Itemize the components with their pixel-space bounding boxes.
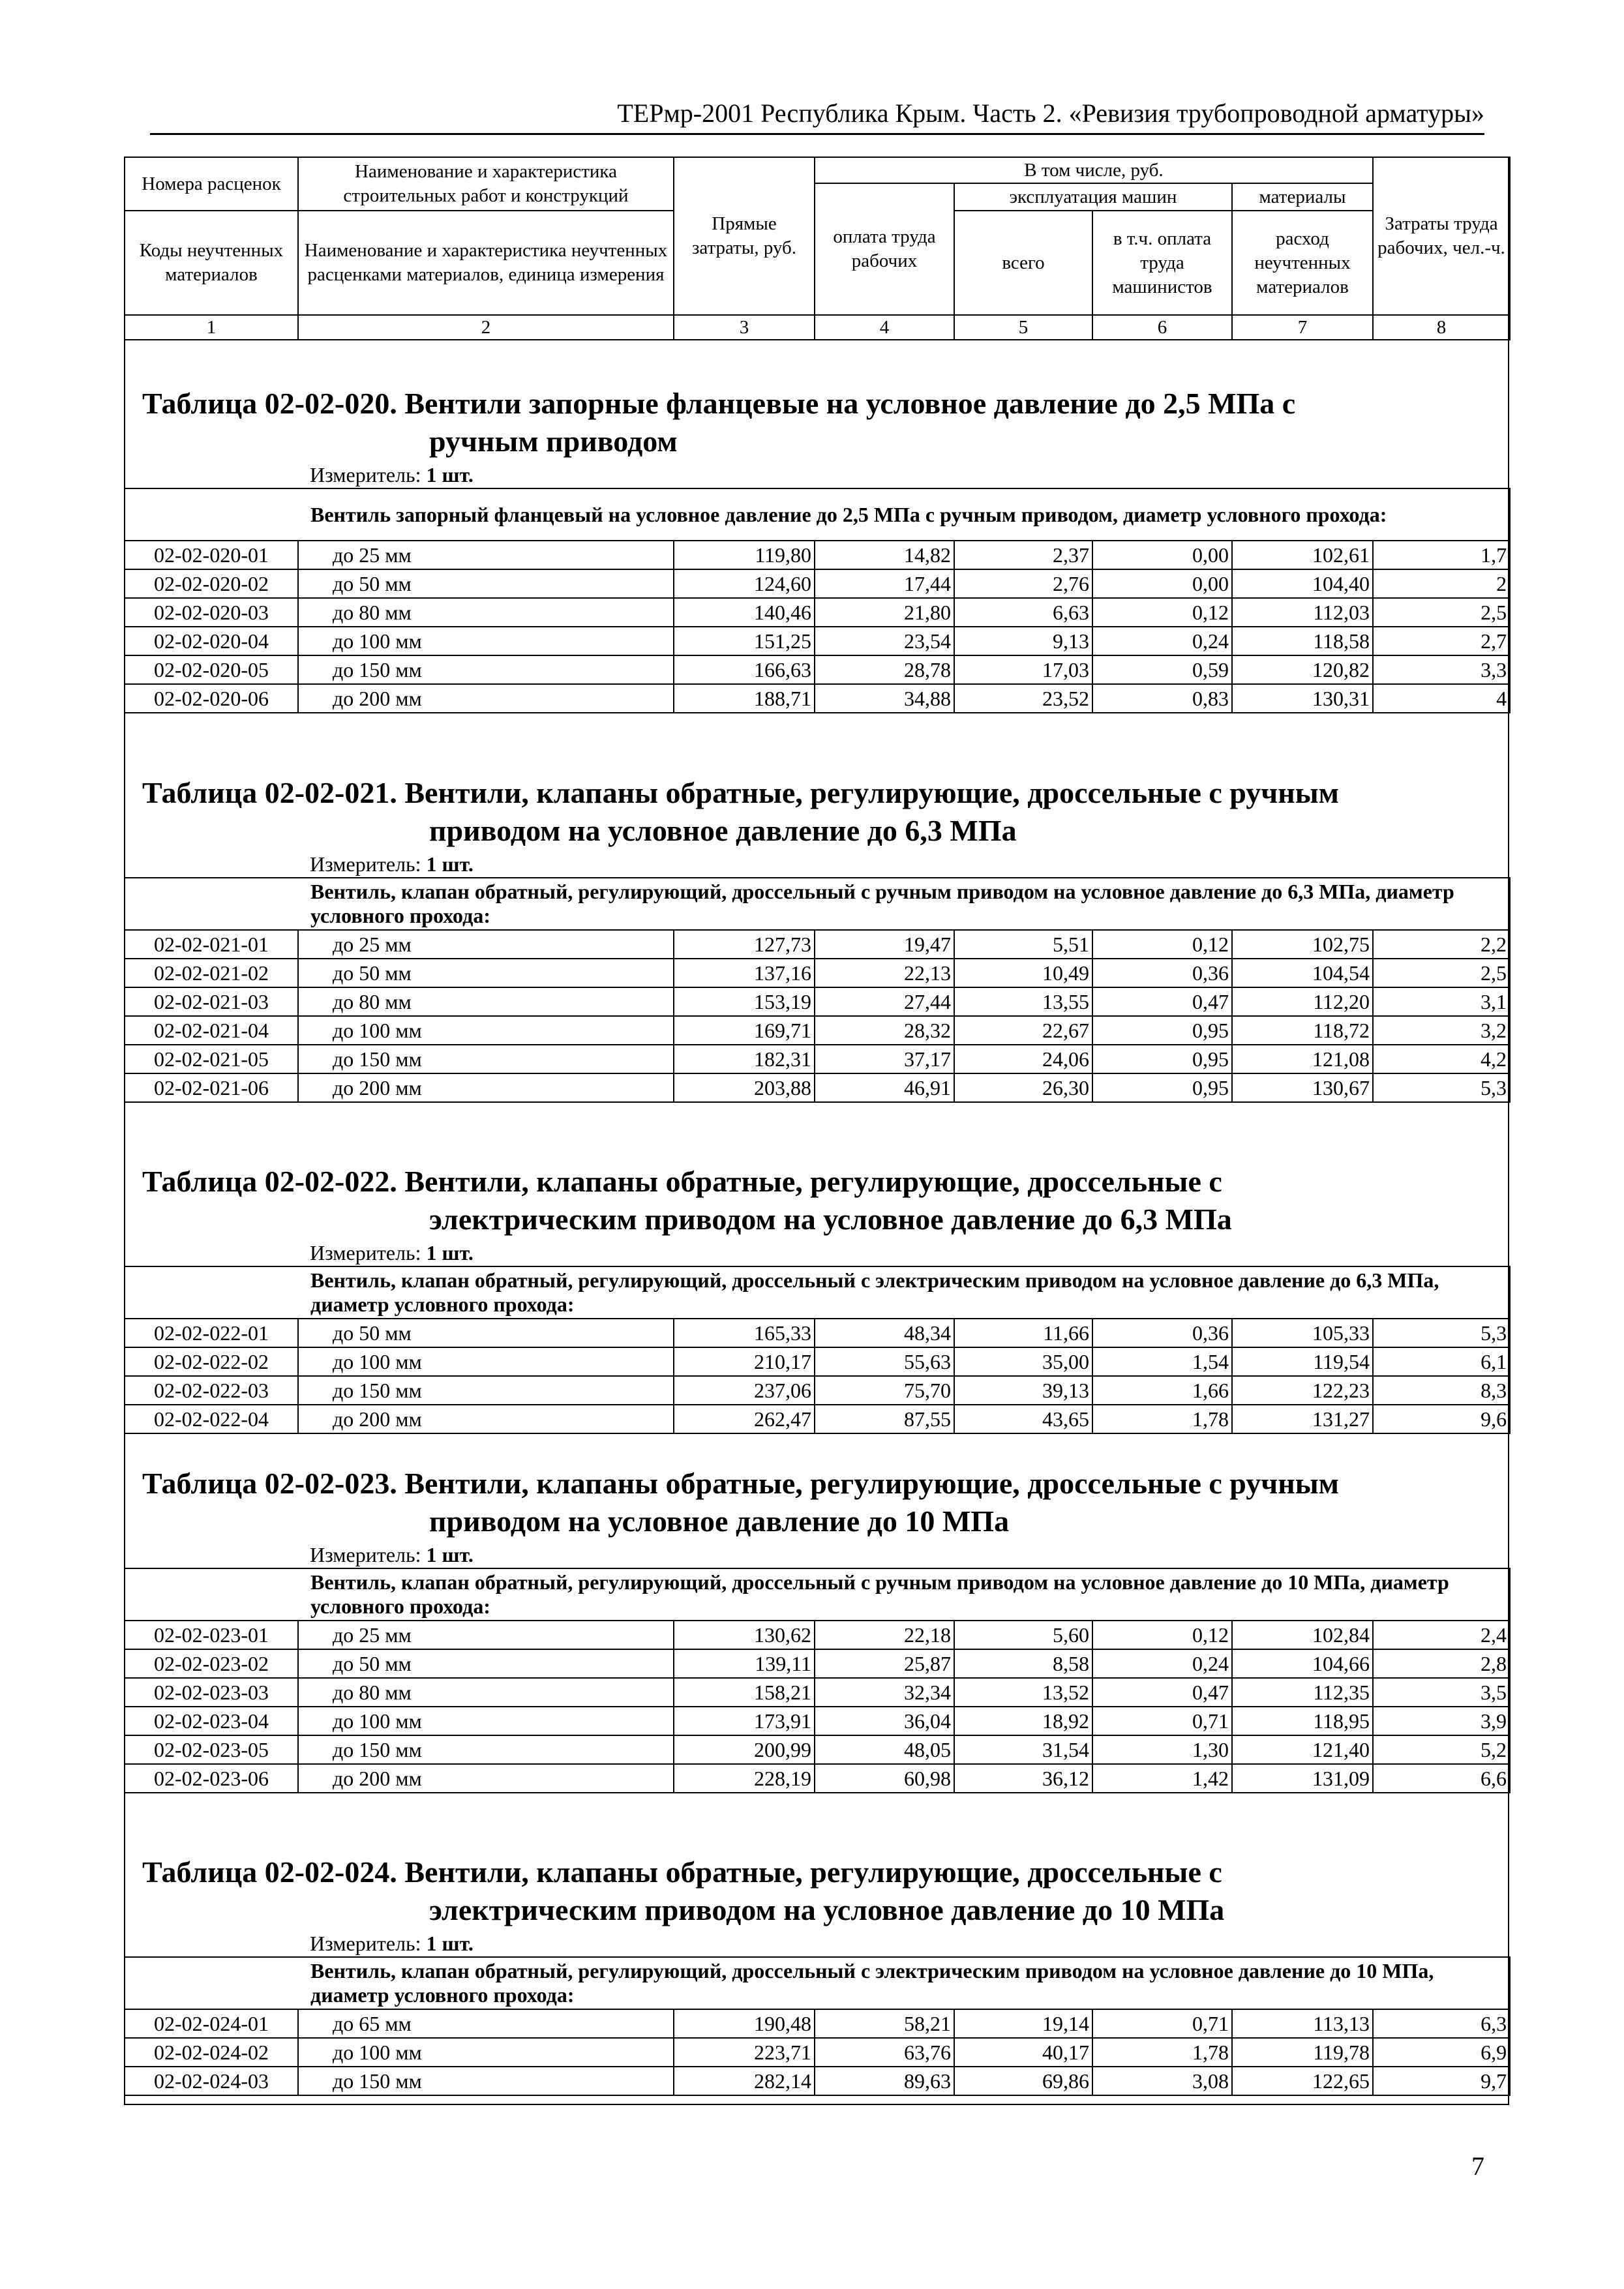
rate-code-cell: 02-02-021-01 <box>125 930 298 959</box>
measure-unit <box>124 1542 1509 1568</box>
table-row <box>125 1045 1510 1073</box>
measure-label: Измеритель: <box>310 852 421 876</box>
diameter-cell: до 200 мм <box>298 1405 674 1433</box>
diameter-cell: до 200 мм <box>298 1073 674 1102</box>
materials-cell: 113,13 <box>1232 2009 1373 2038</box>
diameter-cell: до 200 мм <box>298 1764 674 1793</box>
machines-total-cell: 35,00 <box>954 1347 1092 1376</box>
operator-pay-cell: 0,47 <box>1092 1678 1232 1707</box>
materials-cell: 102,61 <box>1232 541 1373 569</box>
direct-costs-cell: 173,91 <box>674 1707 815 1735</box>
materials-cell: 112,03 <box>1232 598 1373 627</box>
direct-costs-cell: 151,25 <box>674 627 815 655</box>
rate-table <box>124 488 1511 713</box>
operator-pay-cell: 1,30 <box>1092 1735 1232 1764</box>
operator-pay-cell: 0,36 <box>1092 959 1232 987</box>
direct-costs-cell: 228,19 <box>674 1764 815 1793</box>
including-header: В том числе, руб. <box>815 157 1373 183</box>
machines-total-cell: 17,03 <box>954 655 1092 684</box>
diameter-cell: до 100 мм <box>298 1707 674 1735</box>
machines-total-cell: 36,12 <box>954 1764 1092 1793</box>
labor-hours-cell: 3,3 <box>1373 655 1510 684</box>
labor-pay-cell: 48,34 <box>815 1319 954 1347</box>
table-row <box>125 541 1510 569</box>
machines-total-cell: 26,30 <box>954 1073 1092 1102</box>
direct-costs-cell: 210,17 <box>674 1347 815 1376</box>
col-number: 2 <box>298 315 674 340</box>
rate-table <box>124 1956 1511 2096</box>
rate-code-cell: 02-02-022-03 <box>125 1376 298 1405</box>
col2-top-header: Наименование и характеристика строительных работ и конструкций <box>298 157 674 211</box>
labor-hours-cell: 5,3 <box>1373 1319 1510 1347</box>
rate-table <box>124 1568 1511 1793</box>
rate-code-cell: 02-02-023-06 <box>125 1764 298 1793</box>
rate-code-cell: 02-02-024-03 <box>125 2067 298 2095</box>
col5-header: всего <box>954 211 1092 315</box>
materials-cell: 104,54 <box>1232 959 1373 987</box>
direct-costs-cell: 139,11 <box>674 1649 815 1678</box>
rate-table-section <box>124 1130 1509 1434</box>
rate-code-cell: 02-02-022-04 <box>125 1405 298 1433</box>
diameter-cell: до 150 мм <box>298 1045 674 1073</box>
direct-costs-cell: 158,21 <box>674 1678 815 1707</box>
rate-code-cell: 02-02-021-06 <box>125 1073 298 1102</box>
rate-code-cell: 02-02-021-04 <box>125 1016 298 1045</box>
table-row <box>125 959 1510 987</box>
direct-costs-cell: 190,48 <box>674 2009 815 2038</box>
labor-pay-cell: 17,44 <box>815 569 954 598</box>
machines-header: эксплуатация машин <box>954 183 1232 211</box>
rate-code-cell: 02-02-021-02 <box>125 959 298 987</box>
labor-hours-cell: 4,2 <box>1373 1045 1510 1073</box>
diameter-cell: до 50 мм <box>298 1319 674 1347</box>
table-description: Вентиль запорный фланцевый на условное давление до 2,5 МПа с ручным приводом, диаметр условного прохода: <box>125 488 1510 541</box>
operator-pay-cell: 0,95 <box>1092 1016 1232 1045</box>
materials-cell: 118,95 <box>1232 1707 1373 1735</box>
rate-table <box>124 877 1511 1103</box>
table-row <box>125 1649 1510 1678</box>
rate-code-cell: 02-02-020-06 <box>125 684 298 713</box>
operator-pay-cell: 0,83 <box>1092 684 1232 713</box>
diameter-cell: до 150 мм <box>298 1376 674 1405</box>
machines-total-cell: 31,54 <box>954 1735 1092 1764</box>
table-row <box>125 987 1510 1016</box>
machines-total-cell: 19,14 <box>954 2009 1092 2038</box>
operator-pay-cell: 1,66 <box>1092 1376 1232 1405</box>
machines-total-cell: 23,52 <box>954 684 1092 713</box>
table-title-line2: ручным приводом <box>429 425 678 458</box>
machines-total-cell: 13,52 <box>954 1678 1092 1707</box>
labor-pay-cell: 60,98 <box>815 1764 954 1793</box>
table-row <box>125 1016 1510 1045</box>
running-header: ТЕРмр-2001 Республика Крым. Часть 2. «Ревизия трубопроводной арматуры» <box>617 98 1484 128</box>
rate-code-cell: 02-02-023-03 <box>125 1678 298 1707</box>
table-title-line1: Таблица 02-02-023. Вентили, клапаны обратные, регулирующие, дроссельные с ручным <box>142 1467 1339 1500</box>
measure-label: Измеритель: <box>310 1241 421 1264</box>
labor-pay-cell: 87,55 <box>815 1405 954 1433</box>
measure-label: Измеритель: <box>310 1932 421 1955</box>
labor-hours-cell: 9,6 <box>1373 1405 1510 1433</box>
measure-value: 1 шт. <box>426 1543 474 1566</box>
labor-pay-cell: 27,44 <box>815 987 954 1016</box>
direct-costs-cell: 140,46 <box>674 598 815 627</box>
labor-hours-cell: 2,2 <box>1373 930 1510 959</box>
column-header-table <box>124 157 1511 340</box>
labor-hours-cell: 2,5 <box>1373 598 1510 627</box>
direct-costs-cell: 169,71 <box>674 1016 815 1045</box>
table-row <box>125 1764 1510 1793</box>
diameter-cell: до 200 мм <box>298 684 674 713</box>
diameter-cell: до 100 мм <box>298 1347 674 1376</box>
machines-total-cell: 2,76 <box>954 569 1092 598</box>
direct-costs-cell: 182,31 <box>674 1045 815 1073</box>
rate-code-cell: 02-02-021-03 <box>125 987 298 1016</box>
diameter-cell: до 50 мм <box>298 1649 674 1678</box>
rate-code-cell: 02-02-024-01 <box>125 2009 298 2038</box>
rate-table-section <box>124 1821 1509 2096</box>
machines-total-cell: 69,86 <box>954 2067 1092 2095</box>
direct-costs-cell: 223,71 <box>674 2038 815 2067</box>
machines-total-cell: 6,63 <box>954 598 1092 627</box>
labor-pay-cell: 89,63 <box>815 2067 954 2095</box>
diameter-cell: до 80 мм <box>298 987 674 1016</box>
direct-costs-cell: 188,71 <box>674 684 815 713</box>
labor-hours-cell: 2 <box>1373 569 1510 598</box>
materials-cell: 102,75 <box>1232 930 1373 959</box>
table-row <box>125 684 1510 713</box>
table-row <box>125 1707 1510 1735</box>
direct-costs-cell: 124,60 <box>674 569 815 598</box>
operator-pay-cell: 0,12 <box>1092 930 1232 959</box>
table-row <box>125 1319 1510 1347</box>
materials-cell: 102,84 <box>1232 1621 1373 1649</box>
measure-unit <box>124 1240 1509 1266</box>
table-title-line1: Таблица 02-02-024. Вентили, клапаны обратные, регулирующие, дроссельные с <box>142 1855 1222 1889</box>
rate-code-cell: 02-02-023-02 <box>125 1649 298 1678</box>
labor-hours-cell: 3,5 <box>1373 1678 1510 1707</box>
diameter-cell: до 25 мм <box>298 1621 674 1649</box>
direct-costs-cell: 237,06 <box>674 1376 815 1405</box>
operator-pay-cell: 0,59 <box>1092 655 1232 684</box>
table-description: Вентиль, клапан обратный, регулирующий, дроссельный с ручным приводом на условное давление до 10 МПа, диаметр условного прохода: <box>125 1568 1510 1621</box>
diameter-cell: до 65 мм <box>298 2009 674 2038</box>
materials-cell: 122,65 <box>1232 2067 1373 2095</box>
labor-hours-cell: 5,3 <box>1373 1073 1510 1102</box>
table-description: Вентиль, клапан обратный, регулирующий, дроссельный с электрическим приводом на условное давление до 10 МПа, диаметр условного прохода: <box>125 1957 1510 2009</box>
direct-costs-cell: 282,14 <box>674 2067 815 2095</box>
machines-total-cell: 9,13 <box>954 627 1092 655</box>
table-title-line2: приводом на условное давление до 6,3 МПа <box>429 814 1017 847</box>
col-number: 1 <box>125 315 298 340</box>
table-row <box>125 627 1510 655</box>
operator-pay-cell: 0,24 <box>1092 627 1232 655</box>
table-title <box>124 1163 1509 1238</box>
labor-hours-cell: 3,1 <box>1373 987 1510 1016</box>
col7-header: расход неучтенных материалов <box>1232 211 1373 315</box>
table-title <box>124 1853 1509 1929</box>
table-row <box>125 1073 1510 1102</box>
table-row <box>125 569 1510 598</box>
measure-label: Измеритель: <box>310 463 421 486</box>
labor-hours-cell: 9,7 <box>1373 2067 1510 2095</box>
table-row <box>125 2038 1510 2067</box>
machines-total-cell: 10,49 <box>954 959 1092 987</box>
diameter-cell: до 150 мм <box>298 655 674 684</box>
labor-pay-cell: 48,05 <box>815 1735 954 1764</box>
table-row <box>125 1678 1510 1707</box>
materials-cell: 121,40 <box>1232 1735 1373 1764</box>
header-rule <box>150 133 1484 135</box>
materials-cell: 130,67 <box>1232 1073 1373 1102</box>
labor-hours-cell: 6,9 <box>1373 2038 1510 2067</box>
rate-table-section <box>124 352 1509 713</box>
labor-pay-cell: 22,18 <box>815 1621 954 1649</box>
labor-pay-cell: 23,54 <box>815 627 954 655</box>
labor-pay-cell: 28,32 <box>815 1016 954 1045</box>
diameter-cell: до 25 мм <box>298 541 674 569</box>
col4-header: оплата труда рабочих <box>815 183 954 315</box>
operator-pay-cell: 0,95 <box>1092 1073 1232 1102</box>
col-number: 6 <box>1092 315 1232 340</box>
operator-pay-cell: 3,08 <box>1092 2067 1232 2095</box>
operator-pay-cell: 0,95 <box>1092 1045 1232 1073</box>
table-title-line1: Таблица 02-02-020. Вентили запорные фланцевые на условное давление до 2,5 МПа с <box>142 387 1296 420</box>
labor-pay-cell: 37,17 <box>815 1045 954 1073</box>
machines-total-cell: 11,66 <box>954 1319 1092 1347</box>
materials-cell: 131,09 <box>1232 1764 1373 1793</box>
direct-costs-cell: 166,63 <box>674 655 815 684</box>
col-number: 5 <box>954 315 1092 340</box>
direct-costs-cell: 200,99 <box>674 1735 815 1764</box>
machines-total-cell: 39,13 <box>954 1376 1092 1405</box>
diameter-cell: до 100 мм <box>298 2038 674 2067</box>
rate-table-section <box>124 1432 1509 1793</box>
materials-cell: 130,31 <box>1232 684 1373 713</box>
operator-pay-cell: 0,36 <box>1092 1319 1232 1347</box>
rate-table <box>124 1266 1511 1434</box>
rate-code-cell: 02-02-024-02 <box>125 2038 298 2067</box>
labor-pay-cell: 34,88 <box>815 684 954 713</box>
table-row <box>125 1735 1510 1764</box>
direct-costs-cell: 203,88 <box>674 1073 815 1102</box>
col3-header: Прямые затраты, руб. <box>674 157 815 315</box>
labor-hours-cell: 2,7 <box>1373 627 1510 655</box>
table-row <box>125 655 1510 684</box>
materials-header: материалы <box>1232 183 1373 211</box>
machines-total-cell: 40,17 <box>954 2038 1092 2067</box>
labor-pay-cell: 19,47 <box>815 930 954 959</box>
labor-pay-cell: 32,34 <box>815 1678 954 1707</box>
table-description: Вентиль, клапан обратный, регулирующий, дроссельный с электрическим приводом на условное давление до 6,3 МПа, диаметр условного прохода: <box>125 1266 1510 1319</box>
page-number: 7 <box>1471 2151 1484 2181</box>
table-description: Вентиль, клапан обратный, регулирующий, дроссельный с ручным приводом на условное давление до 6,3 МПа, диаметр условного прохода: <box>125 878 1510 930</box>
direct-costs-cell: 137,16 <box>674 959 815 987</box>
direct-costs-cell: 130,62 <box>674 1621 815 1649</box>
operator-pay-cell: 0,71 <box>1092 1707 1232 1735</box>
materials-cell: 122,23 <box>1232 1376 1373 1405</box>
labor-pay-cell: 14,82 <box>815 541 954 569</box>
machines-total-cell: 24,06 <box>954 1045 1092 1073</box>
table-row <box>125 2067 1510 2095</box>
materials-cell: 120,82 <box>1232 655 1373 684</box>
machines-total-cell: 5,60 <box>954 1621 1092 1649</box>
labor-hours-cell: 6,1 <box>1373 1347 1510 1376</box>
measure-value: 1 шт. <box>426 852 474 876</box>
machines-total-cell: 8,58 <box>954 1649 1092 1678</box>
diameter-cell: до 25 мм <box>298 930 674 959</box>
labor-pay-cell: 22,13 <box>815 959 954 987</box>
materials-cell: 119,78 <box>1232 2038 1373 2067</box>
machines-total-cell: 5,51 <box>954 930 1092 959</box>
measure-unit <box>124 1930 1509 1956</box>
labor-pay-cell: 75,70 <box>815 1376 954 1405</box>
rate-table-section <box>124 741 1509 1103</box>
labor-hours-cell: 4 <box>1373 684 1510 713</box>
direct-costs-cell: 119,80 <box>674 541 815 569</box>
materials-cell: 105,33 <box>1232 1319 1373 1347</box>
table-title <box>124 385 1509 460</box>
rate-code-cell: 02-02-022-02 <box>125 1347 298 1376</box>
direct-costs-cell: 165,33 <box>674 1319 815 1347</box>
operator-pay-cell: 1,78 <box>1092 2038 1232 2067</box>
table-row <box>125 930 1510 959</box>
materials-cell: 112,35 <box>1232 1678 1373 1707</box>
col6-header: в т.ч. оплата труда машинистов <box>1092 211 1232 315</box>
diameter-cell: до 150 мм <box>298 2067 674 2095</box>
labor-pay-cell: 21,80 <box>815 598 954 627</box>
labor-hours-cell: 3,2 <box>1373 1016 1510 1045</box>
diameter-cell: до 80 мм <box>298 598 674 627</box>
labor-hours-cell: 5,2 <box>1373 1735 1510 1764</box>
table-row <box>125 598 1510 627</box>
diameter-cell: до 100 мм <box>298 627 674 655</box>
col-number: 3 <box>674 315 815 340</box>
measure-label: Измеритель: <box>310 1543 421 1566</box>
operator-pay-cell: 0,47 <box>1092 987 1232 1016</box>
machines-total-cell: 18,92 <box>954 1707 1092 1735</box>
labor-hours-cell: 6,6 <box>1373 1764 1510 1793</box>
labor-hours-cell: 3,9 <box>1373 1707 1510 1735</box>
direct-costs-cell: 127,73 <box>674 930 815 959</box>
rate-code-cell: 02-02-023-05 <box>125 1735 298 1764</box>
labor-hours-cell: 8,3 <box>1373 1376 1510 1405</box>
operator-pay-cell: 0,71 <box>1092 2009 1232 2038</box>
measure-unit <box>124 462 1509 488</box>
rate-code-cell: 02-02-023-04 <box>125 1707 298 1735</box>
machines-total-cell: 13,55 <box>954 987 1092 1016</box>
table-title <box>124 1465 1509 1540</box>
labor-pay-cell: 28,78 <box>815 655 954 684</box>
rate-code-cell: 02-02-020-05 <box>125 655 298 684</box>
table-title-line2: электрическим приводом на условное давление до 10 МПа <box>429 1893 1225 1926</box>
materials-cell: 118,72 <box>1232 1016 1373 1045</box>
table-title-line1: Таблица 02-02-022. Вентили, клапаны обратные, регулирующие, дроссельные с <box>142 1165 1222 1198</box>
materials-cell: 104,66 <box>1232 1649 1373 1678</box>
labor-pay-cell: 36,04 <box>815 1707 954 1735</box>
measure-value: 1 шт. <box>426 463 474 486</box>
materials-cell: 121,08 <box>1232 1045 1373 1073</box>
table-row <box>125 1347 1510 1376</box>
materials-cell: 131,27 <box>1232 1405 1373 1433</box>
diameter-cell: до 100 мм <box>298 1016 674 1045</box>
rate-code-cell: 02-02-022-01 <box>125 1319 298 1347</box>
table-title-line2: электрическим приводом на условное давление до 6,3 МПа <box>429 1203 1232 1236</box>
diameter-cell: до 50 мм <box>298 959 674 987</box>
table-row <box>125 1621 1510 1649</box>
labor-hours-cell: 1,7 <box>1373 541 1510 569</box>
materials-cell: 119,54 <box>1232 1347 1373 1376</box>
col1-top-header: Номера расценок <box>125 157 298 211</box>
labor-pay-cell: 63,76 <box>815 2038 954 2067</box>
operator-pay-cell: 0,12 <box>1092 598 1232 627</box>
labor-hours-cell: 2,4 <box>1373 1621 1510 1649</box>
machines-total-cell: 2,37 <box>954 541 1092 569</box>
table-row <box>125 1405 1510 1433</box>
operator-pay-cell: 0,00 <box>1092 541 1232 569</box>
table-row <box>125 2009 1510 2038</box>
direct-costs-cell: 153,19 <box>674 987 815 1016</box>
col2-bottom-header: Наименование и характеристика неучтенных расценками материалов, единица измерения <box>298 211 674 315</box>
rate-code-cell: 02-02-021-05 <box>125 1045 298 1073</box>
measure-value: 1 шт. <box>426 1932 474 1955</box>
table-title <box>124 774 1509 850</box>
direct-costs-cell: 262,47 <box>674 1405 815 1433</box>
labor-pay-cell: 46,91 <box>815 1073 954 1102</box>
table-row <box>125 1376 1510 1405</box>
labor-pay-cell: 25,87 <box>815 1649 954 1678</box>
operator-pay-cell: 1,78 <box>1092 1405 1232 1433</box>
operator-pay-cell: 0,24 <box>1092 1649 1232 1678</box>
operator-pay-cell: 0,12 <box>1092 1621 1232 1649</box>
col-number: 4 <box>815 315 954 340</box>
rate-code-cell: 02-02-020-03 <box>125 598 298 627</box>
col1-bottom-header: Коды неучтенных материалов <box>125 211 298 315</box>
labor-hours-cell: 2,5 <box>1373 959 1510 987</box>
col8-header: Затраты труда рабочих, чел.-ч. <box>1373 157 1510 315</box>
labor-pay-cell: 55,63 <box>815 1347 954 1376</box>
diameter-cell: до 50 мм <box>298 569 674 598</box>
measure-unit <box>124 851 1509 877</box>
measure-value: 1 шт. <box>426 1241 474 1264</box>
labor-hours-cell: 6,3 <box>1373 2009 1510 2038</box>
operator-pay-cell: 1,42 <box>1092 1764 1232 1793</box>
table-title-line2: приводом на условное давление до 10 МПа <box>429 1504 1010 1538</box>
machines-total-cell: 43,65 <box>954 1405 1092 1433</box>
diameter-cell: до 150 мм <box>298 1735 674 1764</box>
materials-cell: 104,40 <box>1232 569 1373 598</box>
rate-code-cell: 02-02-020-01 <box>125 541 298 569</box>
col-number: 7 <box>1232 315 1373 340</box>
machines-total-cell: 22,67 <box>954 1016 1092 1045</box>
rate-code-cell: 02-02-020-04 <box>125 627 298 655</box>
operator-pay-cell: 0,00 <box>1092 569 1232 598</box>
col-number: 8 <box>1373 315 1510 340</box>
diameter-cell: до 80 мм <box>298 1678 674 1707</box>
table-title-line1: Таблица 02-02-021. Вентили, клапаны обратные, регулирующие, дроссельные с ручным <box>142 776 1339 809</box>
materials-cell: 112,20 <box>1232 987 1373 1016</box>
materials-cell: 118,58 <box>1232 627 1373 655</box>
labor-pay-cell: 58,21 <box>815 2009 954 2038</box>
rate-code-cell: 02-02-023-01 <box>125 1621 298 1649</box>
rate-code-cell: 02-02-020-02 <box>125 569 298 598</box>
operator-pay-cell: 1,54 <box>1092 1347 1232 1376</box>
labor-hours-cell: 2,8 <box>1373 1649 1510 1678</box>
